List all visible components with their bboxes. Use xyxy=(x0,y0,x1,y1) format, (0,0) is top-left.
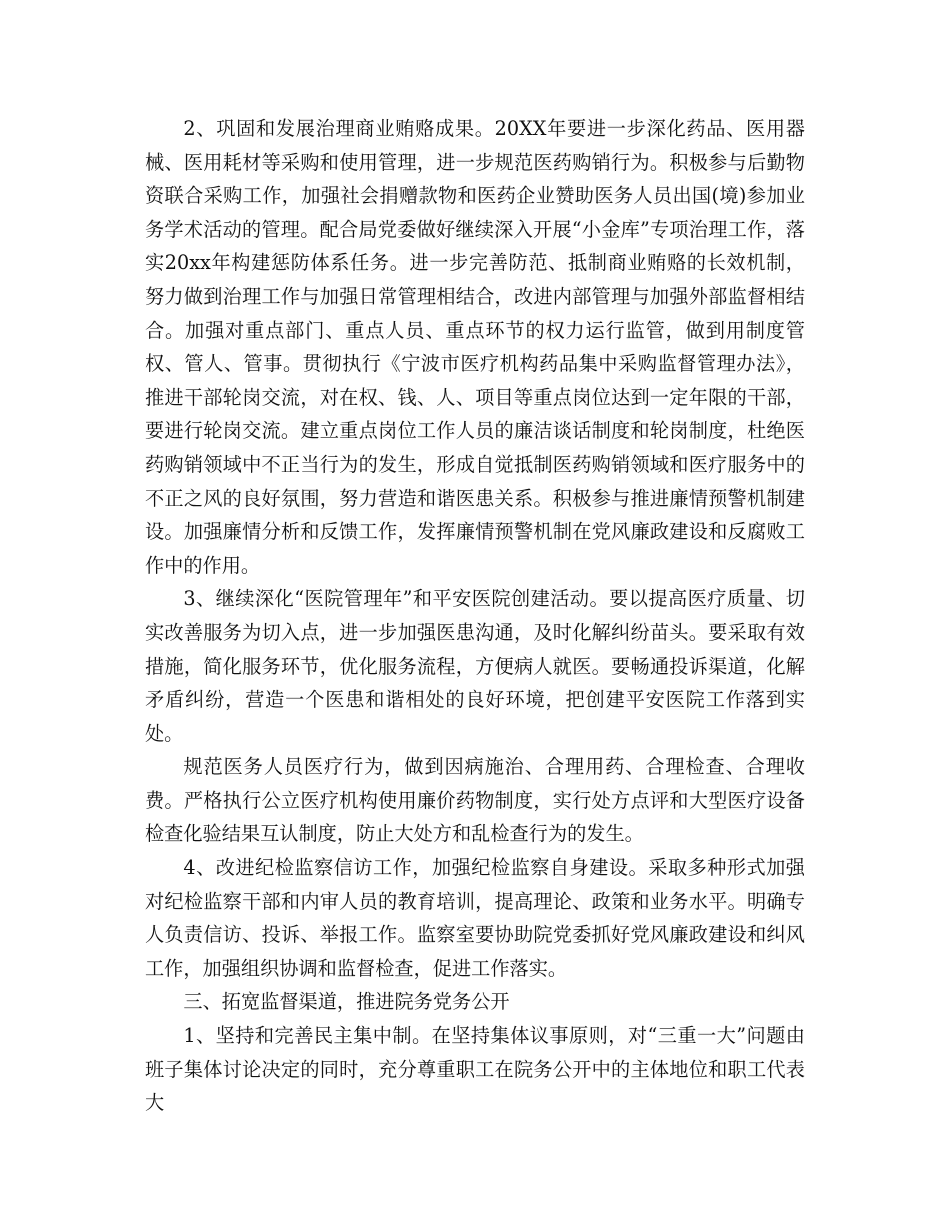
paragraph-hospital-management: 3、继续深化“医院管理年”和平安医院创建活动。要以提高医疗质量、切实改善服务为切入点，进一步加强医患沟通，及时化解纠纷苗头。要采取有效措施，简化服务环节，优化服务流程，方便病人就医。要畅通投诉渠道，化解矛盾纠纷，营造一个医患和谐相处的良好环境，把创建平安医院工作落到实处。 xyxy=(145,587,805,745)
paragraph-democratic-centralism: 1、坚持和完善民主集中制。在坚持集体议事原则，对“三重一大”问题由班子集体讨论决定的同时，充分尊重职工在院务公开中的主体地位和职工代表大 xyxy=(145,1024,805,1115)
document-page xyxy=(145,112,805,1120)
paragraph-procurement: 2、巩固和发展治理商业贿赂成果。20XX年要进一步深化药品、医用器械、医用耗材等采购和使用管理，进一步规范医药购销行为。积极参与后勤物资联合采购工作，加强社会捐赠款物和医药企业赞助医务人员出国(境)参加业务学术活动的管理。配合局党委做好继续深入开展“小金库”专项治理工作，落实20xx年构建惩防体系任务。进一步完善防范、抵制商业贿赂的长效机制，努力做到治理工作与加强日常管理相结合，改进内部管理与加强外部监督相结合。加强对重点部门、重点人员、重点环节的权力运行监管，做到用制度管权、管人、管事。贯彻执行《宁波市医疗机构药品集中采购监督管理办法》，推进干部轮岗交流，对在权、钱、人、项目等重点岗位达到一定年限的干部，要进行轮岗交流。建立重点岗位工作人员的廉洁谈话制度和轮岗制度，杜绝医药购销领域中不正当行为的发生，形成自觉抵制医药购销领域和医疗服务中的不正之风的良好氛围，努力营造和谐医患关系。积极参与推进廉情预警机制建设。加强廉情分析和反馈工作，发挥廉情预警机制在党风廉政建设和反腐败工作中的作用。 xyxy=(145,117,805,577)
paragraph-medical-conduct: 规范医务人员医疗行为，做到因病施治、合理用药、合理检查、合理收费。严格执行公立医疗机构使用廉价药物制度，实行处方点评和大型医疗设备检查化验结果互认制度，防止大处方和乱检查行为的发生。 xyxy=(145,755,805,846)
paragraph-disciplinary-inspection: 4、改进纪检监察信访工作，加强纪检监察自身建设。采取多种形式加强对纪检监察干部和内审人员的教育培训，提高理论、政策和业务水平。明确专人负责信访、投诉、举报工作。监察室要协助院党委抓好党风廉政建设和纠风工作，加强组织协调和监督检查，促进工作落实。 xyxy=(145,856,805,980)
section-heading-supervision: 三、拓宽监督渠道，推进院务党务公开 xyxy=(183,990,510,1014)
